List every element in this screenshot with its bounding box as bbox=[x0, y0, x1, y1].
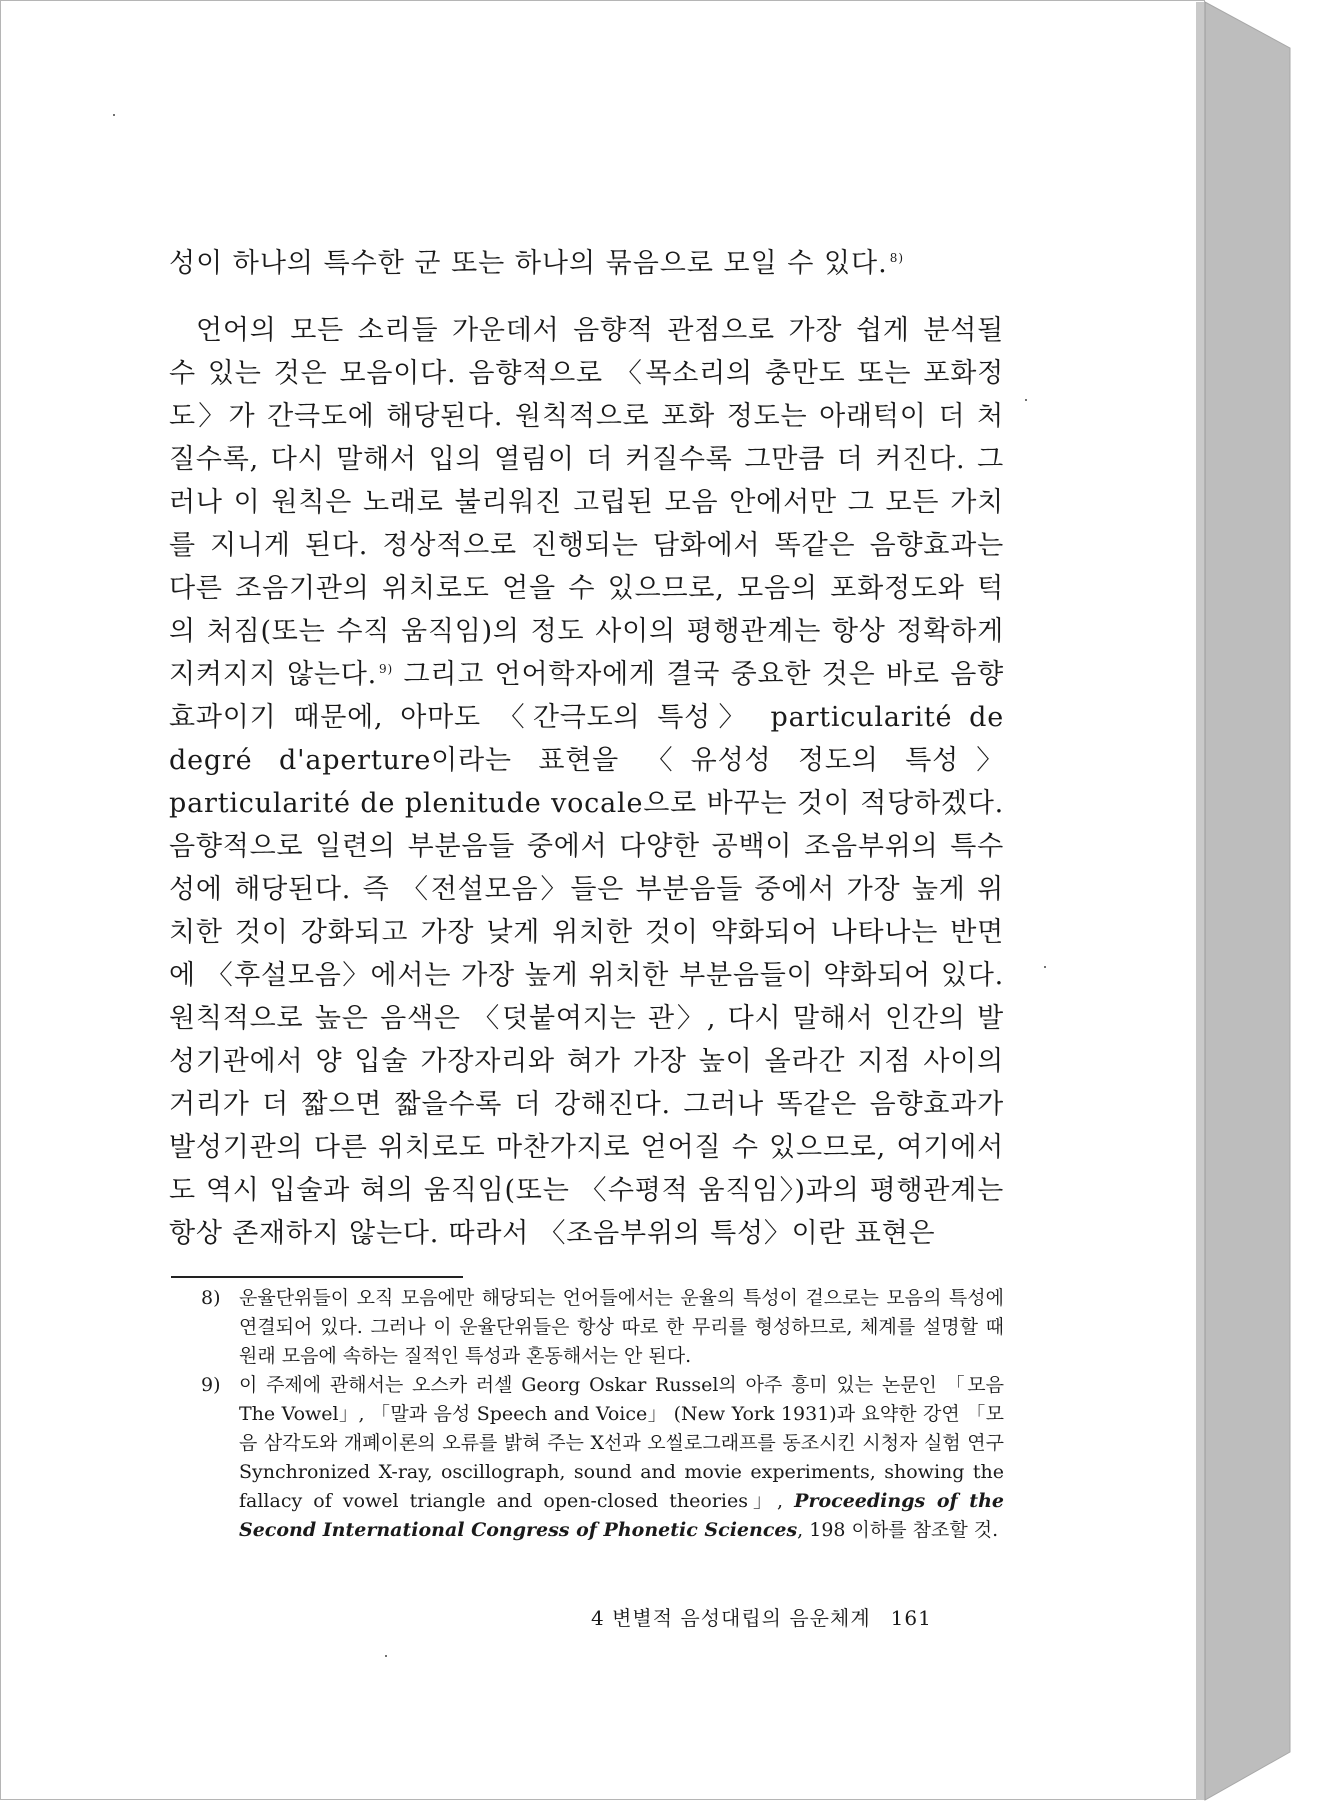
footnote-divider bbox=[171, 1276, 463, 1278]
footnote-number: 8) bbox=[201, 1287, 221, 1309]
continuation-line bbox=[169, 241, 1004, 287]
footnote-italic-title: Proceedings of the Second International Congress of Phonetic Sciences bbox=[239, 1490, 1004, 1541]
page-number: 161 bbox=[890, 1606, 932, 1630]
footnotes bbox=[201, 1284, 1004, 1545]
main-text-block bbox=[169, 241, 1004, 1255]
running-footer bbox=[591, 1602, 932, 1631]
paragraph-text-part2: 그리고 언어학자에게 결국 중요한 것은 바로 음향효과이기 때문에, 아마도 〈간극도의 특성〉 particularité de degré d'aperture이라는 표현을 〈유성성 정도의 특성〉 particularité de plenitude vocale으로 바꾸는 것이 적당하겠다. 음향적으로 일련의 부분음들 중에서 다양한 공백이 조음부위의 특수성에 해당된다. 즉 〈전설모음〉들은 부분음들 중에서 가장 높게 위치한 것이 강화되고 가장 낮게 위치한 것이 약화되어 나타나는 반면에 〈후설모음〉에서는 가장 높게 위치한 부분음들이 약화되어 있다. 원칙적으로 높은 음색은 〈덧붙여지는 관〉, 다시 말해서 인간의 발성기관에서 양 입술 가장자리와 혀가 가장 높이 올라간 지점 사이의 거리가 더 짧으면 짧을수록 더 강해진다. 그러나 똑같은 음향효과가 발성기관의 다른 위치로도 마찬가지로 얻어질 수 있으므로, 여기에서도 역시 입술과 혀의 움직임(또는 〈수평적 움직임〉)과의 평행관계는 항상 존재하지 않는다. 따라서 〈조음부위의 특성〉이란 표현은 bbox=[169, 659, 1004, 1249]
scan-speck bbox=[385, 1655, 387, 1657]
footnote-text bbox=[239, 1374, 1004, 1541]
footnote-ref-8: 8) bbox=[889, 251, 905, 265]
main-paragraph bbox=[169, 309, 1004, 1255]
scan-speck bbox=[1025, 399, 1027, 401]
footnote-text-after-italic: , 198 이하를 참조할 것. bbox=[797, 1519, 999, 1541]
running-footer-title: 4 변별적 음성대립의 음운체계 bbox=[591, 1606, 871, 1630]
footnote-number: 9) bbox=[201, 1374, 221, 1396]
paragraph-text-part1: 언어의 모든 소리들 가운데서 음향적 관점으로 가장 쉽게 분석될 수 있는 것은 모음이다. 음향적으로 〈목소리의 충만도 또는 포화정도〉가 간극도에 해당된다. 원칙적으로 포화 정도는 아래턱이 더 처질수록, 다시 말해서 입의 열림이 더 커질수록 그만큼 더 커진다. 그러나 이 원칙은 노래로 불리워진 고립된 모음 안에서만 그 모든 가치를 지니게 된다. 정상적으로 진행되는 담화에서 똑같은 음향효과는 다른 조음기관의 위치로도 얻을 수 있으므로, 모음의 포화정도와 턱의 처짐(또는 수직 움직임)의 정도 사이의 평행관계는 항상 정확하게 지켜지지 않는다. bbox=[169, 315, 1004, 690]
footnote-ref-9: 9) bbox=[379, 662, 393, 676]
continuation-line-text: 성이 하나의 특수한 군 또는 하나의 묶음으로 모일 수 있다. bbox=[169, 248, 888, 279]
scan-speck bbox=[113, 114, 115, 116]
footnote-text-before-italic: 이 주제에 관해서는 오스카 러셀 Georg Oskar Russel의 아주 흥미 있는 논문인 「모음 The Vowel」, 「말과 음성 Speech and Voice」 (New York 1931)과 요약한 강연 「모음 삼각도와 개폐이론의 오류를 밝혀 주는 X선과 오씰로그래프를 동조시킨 시청자 실험 연구 Synchronized X-ray, oscillograph, sound and movie experiments, showing the fallacy of vowel triangle and open-closed theories」, bbox=[239, 1374, 1004, 1512]
scan-speck bbox=[1044, 966, 1046, 968]
footnote-8 bbox=[201, 1284, 1004, 1371]
footnote-9 bbox=[201, 1371, 1004, 1545]
footnote-text: 운율단위들이 오직 모음에만 해당되는 언어들에서는 운율의 특성이 겉으로는 모음의 특성에 연결되어 있다. 그러나 이 운율단위들은 항상 따로 한 무리를 형성하므로, 체계를 설명할 때 원래 모음에 속하는 질적인 특성과 혼동해서는 안 된다. bbox=[239, 1287, 1004, 1367]
